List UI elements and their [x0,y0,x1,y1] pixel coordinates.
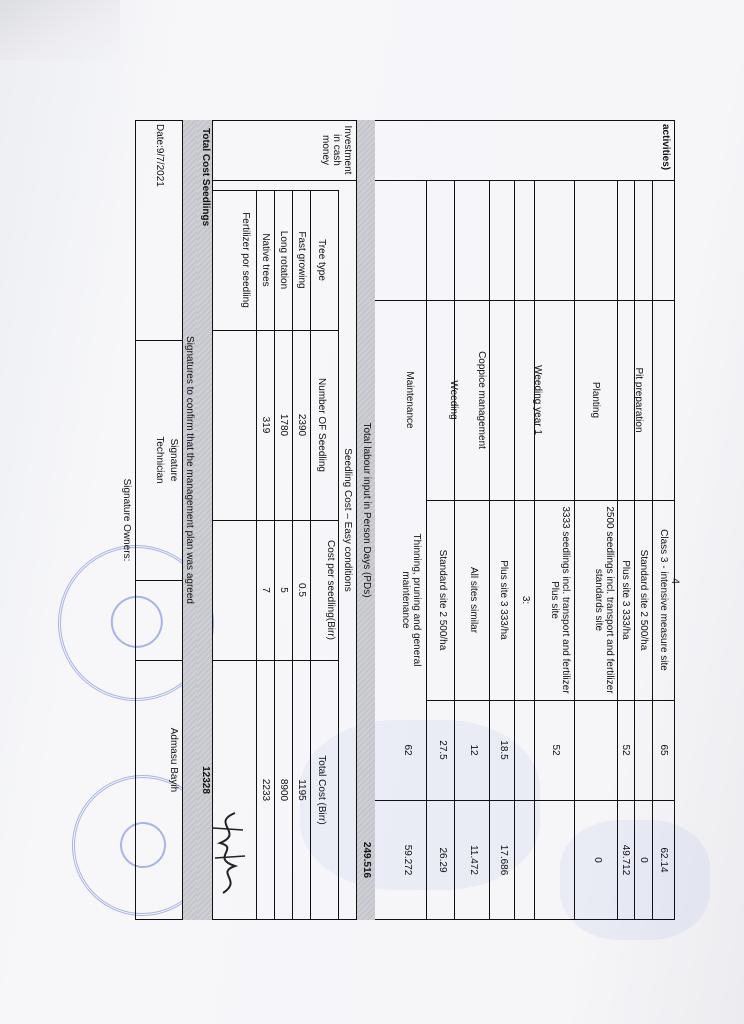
total-cost-cell: 2233 [260,778,271,802]
activity-cell: Weeding [448,380,459,420]
rule [356,120,357,920]
page-number: 4 [669,577,682,585]
pds-cell: 52 [620,744,631,756]
tree-type-cell: Native trees [260,233,271,287]
number-cell: 2390 [296,413,307,437]
rule [338,190,339,920]
owner-name: Admasu Bayih [168,727,179,793]
rule [454,180,455,920]
tree-type-cell: Fertilizer por seedling [240,212,251,308]
rule [426,180,427,920]
signature-date: Date:9/7/2021 [154,124,165,187]
activity-cell: Pit preparation [633,367,644,433]
seedling-header: Cost per seedling(Birr) [325,539,336,641]
desc-cell: All sites similar [468,566,479,634]
rotated-form [121,120,675,920]
activity-cell: Weeding year 1 [532,365,543,435]
rule [197,180,357,181]
total-cost-cell: 8900 [278,778,289,802]
rule [534,180,535,920]
desc-cell: Thinning, pruning and general maintenance [400,533,422,667]
seedling-total-label: Total Cost Seedlings [200,128,211,227]
total-cell: 17.686 [498,844,509,876]
labour-total-label: Total labour input in Person Days (PDs) [361,422,372,598]
rule [135,120,675,121]
cost-cell: 5 [278,587,289,593]
activity-cell: Coppice management [476,351,487,449]
tree-type-cell: Long rotation [278,230,289,290]
total-cell: 59.272 [402,844,413,876]
rule [135,580,183,581]
seedling-total-value: 12328 [200,766,211,794]
desc-cell: 3333 seedlings incl. transport and fertilizer Plus site [549,506,571,694]
activities-label: activities) [660,124,671,171]
rule [375,300,675,301]
technician-label: Technician [154,436,165,484]
rule [514,180,515,920]
signature-owners-label: Signature Owners: [121,478,132,562]
rule [292,190,293,920]
investment-label: Investment in cash money [320,125,353,175]
rule [574,180,575,920]
desc-cell: Standard site 2 500/ha [638,549,649,651]
desc-cell: Standard site 2 500/ha [437,549,448,651]
total-cell: 49.712 [620,844,631,876]
rule [135,120,136,920]
rule [375,180,675,181]
rule [617,180,618,920]
class-label: Class 3 - intensive measure site [658,529,669,671]
rule [652,180,653,920]
labour-total-value: 249.516 [361,841,372,879]
desc-cell: Plus site 3 333/ha [620,560,631,640]
pds-cell: 27.5 [437,740,448,760]
pds-cell: 52 [550,744,561,756]
total-cost-cell: 1195 [296,779,307,801]
rule [135,660,183,661]
cost-cell: 7 [260,587,271,593]
rule [274,190,275,920]
number-cell: 1780 [278,413,289,437]
signatures-heading: Signatures to confirm that the management plan was agreed [184,336,195,604]
activity-cell: Maintenance [404,371,415,429]
desc-cell: 2500 seedlings incl. transport and fertilizer standards site [593,506,615,694]
total-cell: 0 [592,857,603,863]
rule [256,190,257,920]
page-fold [0,0,120,60]
tree-type-cell: Fast growing [296,231,307,289]
total-cell: 0 [638,857,649,863]
class-total: 62.14 [658,847,669,873]
rule [489,180,490,920]
seedling-cost-heading: Seedling Cost – Easy conditions [342,448,353,592]
rule [182,120,183,920]
total-cell: 11.472 [468,845,479,875]
cost-cell: 0.5 [296,583,307,597]
seedling-header: Number OF Seedling [316,378,327,472]
pds-cell: 18.5 [498,740,509,760]
pds-cell: 12 [468,744,479,756]
desc-cell: 3: [520,595,531,605]
seedling-header: Total Cost (Birr) [316,755,327,825]
activity-cell: Planting [590,381,601,419]
pds-cell: 62 [402,744,413,756]
signature-label: Signature [168,438,179,482]
number-cell: 319 [260,416,271,434]
desc-cell: Plus site 3 333/ha [498,560,509,640]
rule [212,120,213,920]
total-cell: 26.29 [437,847,448,873]
rule [310,190,311,920]
class-pds: 65 [658,744,669,756]
seedling-header: Tree type [316,239,327,281]
rule [634,180,635,920]
